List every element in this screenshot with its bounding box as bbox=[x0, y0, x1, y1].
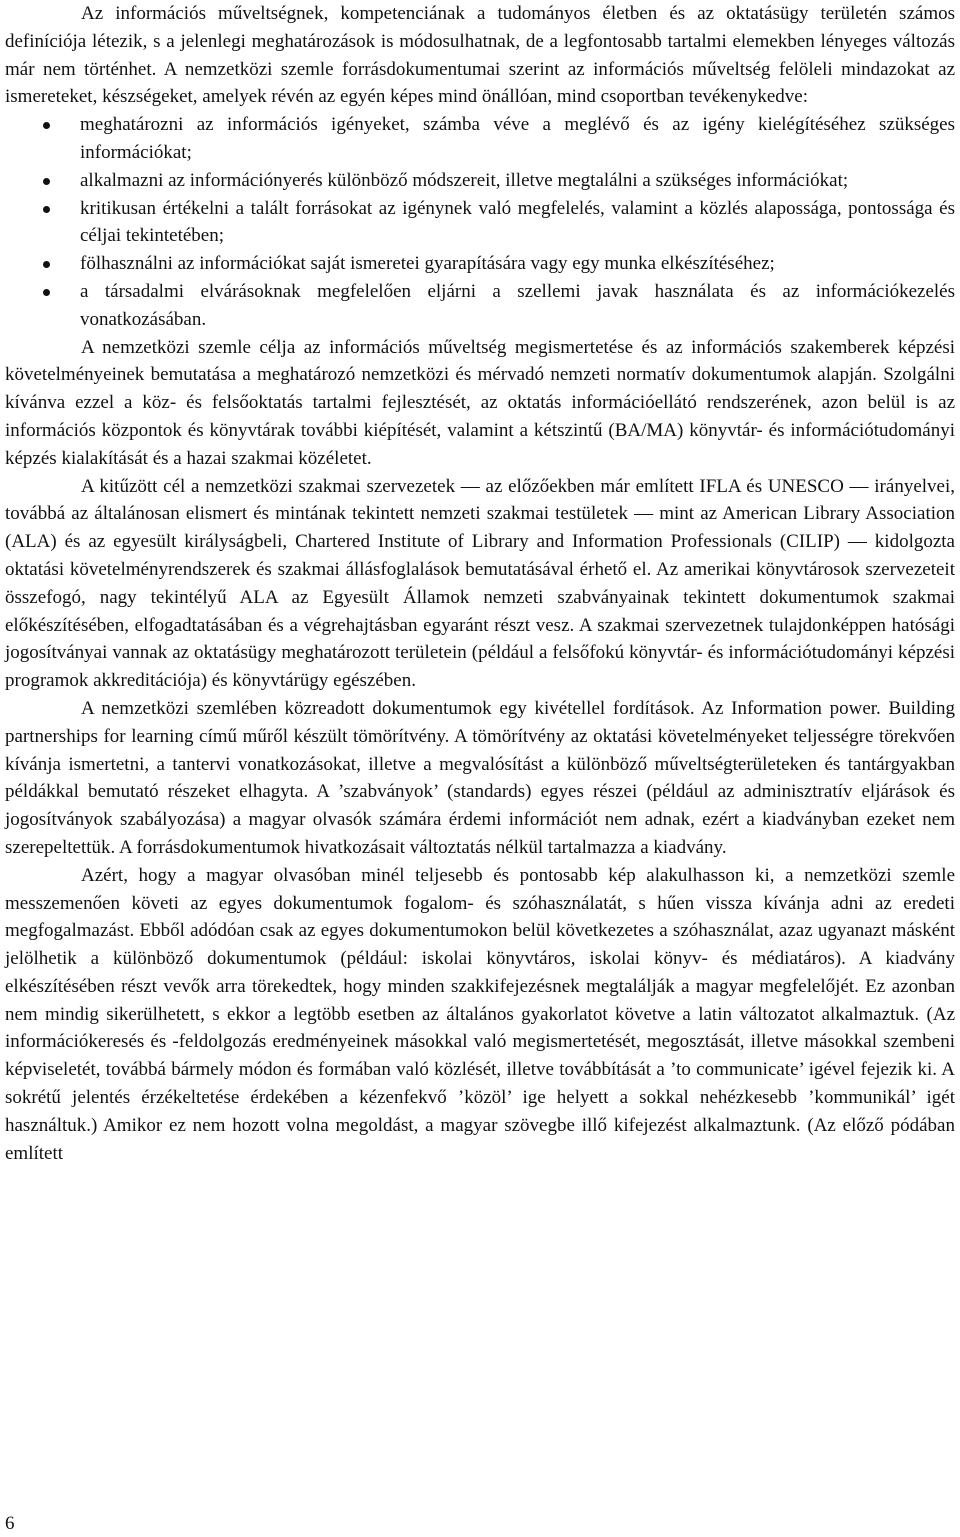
list-item bbox=[5, 250, 955, 278]
bullet-icon bbox=[43, 206, 50, 213]
list-item bbox=[5, 195, 955, 251]
page-number: 6 bbox=[5, 1513, 15, 1534]
list-item-text: kritikusan értékelni a talált forrásokat az igénynek való megfelelés, valamint a közlés alapossága, pontossága és céljai tekintetében; bbox=[80, 197, 955, 247]
list-item-text: alkalmazni az információnyerés különböző módszereit, illetve megtalálni a szükséges információkat; bbox=[80, 169, 849, 191]
skills-list bbox=[5, 111, 955, 333]
list-item-text: fölhasználni az információkat saját ismeretei gyarapítására vagy egy munka elkészítéséhez; bbox=[80, 253, 775, 275]
document-page bbox=[5, 0, 955, 1167]
bullet-icon bbox=[43, 289, 50, 296]
list-item-text: a társadalmi elvárásoknak megfelelően eljárni a szellemi javak használata és az információkezelés vonatkozásában. bbox=[80, 280, 955, 330]
paragraph-organizations: A kitűzött cél a nemzetközi szakmai szervezetek ― az előzőekben már említett IFLA és UNESCO ― irányelvei, továbbá az általánosan elismert és mintának tekintett nemzeti szakmai testületek ― mint az American Library Association (ALA) és az egyesült királyságbeli, Chartered Institute of Library and Information Professionals (CILIP) ― kidolgozta oktatási követelményrendszerek és szakmai állásfoglalások bemutatásával érhető el. Az amerikai könyvtárosok szervezeteit összefogó, nagy tekintélyű ALA az Egyesült Államok nemzeti szabványainak tekintett dokumentumok szakmai előkészítésében, elfogadtatásában és a végrehajtásban egyaránt részt vesz. A szakmai szervezetnek tulajdonképpen hatósági jogosítványai vannak az oktatásügy meghatározott területein (például a felsőfokú könyvtár- és információtudományi képzési programok akkreditációja) és könyvtárügy egészében. bbox=[5, 475, 955, 692]
list-item bbox=[5, 167, 955, 195]
paragraph-review-goal: A nemzetközi szemle célja az információs műveltség megismertetése és az információs szakemberek képzési követelményeinek bemutatása a meghatározó nemzetközi és mérvadó nemzeti normatív dokumentumok alapján. Szolgálni kívánva ezzel a köz- és felsőoktatás tartalmi fejlesztését, az oktatás információellátó rendszerének, azon belül is az információs központok és könyvtárak további kiépítését, valamint a kétszintű (BA/MA) könyvtár- és információtudományi képzés kialakítását és a hazai szakmai közéletet. bbox=[5, 336, 955, 469]
list-item-text: meghatározni az információs igényeket, számba véve a meglévő és az igény kielégítéséhez szükséges információkat; bbox=[80, 114, 955, 163]
paragraph-translations: A nemzetközi szemlében közreadott dokumentumok egy kivétellel fordítások. Az Information power. Building partnerships for learning című műről készült tömörítvény. A tömörítvény az oktatási követelményeket teljességre törekvően kívánja ismertetni, a tantervi vonatkozásokat, illetve a megvalósítást a különböző műveltségterületeken és tantárgyakban példákkal bemutató részeket elhagyta. A ’szabványok’ (standards) egyes részei (például az adminisztratív eljárások és jogosítványok szabályozása) a magyar olvasók számára érdemi információt nem adnak, ezért a kiadványban ezeket nem szerepeltettük. A forrásdokumentumok hivatkozásait változtatás nélkül tartalmazza a kiadvány. bbox=[5, 697, 955, 858]
list-item bbox=[5, 111, 955, 167]
bullet-icon bbox=[43, 122, 50, 129]
paragraph-terminology: Azért, hogy a magyar olvasóban minél teljesebb és pontosabb kép alakulhasson ki, a nemzetközi szemle messzemenően követi az egyes dokumentumok fogalom- és szóhasználatát, s hűen vissza kívánja adni az eredeti megfogalmazást. Ebből adódóan csak az egyes dokumentumokon belül következetes a szóhasználat, azaz ugyanazt másként jelölhetik a különböző dokumentumok (például: iskolai könyvtáros, iskolai könyv- és médiatáros). A kiadvány elkészítésében részt vevők arra törekedtek, hogy minden szakkifejezésnek megtalálják a magyar megfelelőjét. Ez azonban nem mindig sikerülhetett, s ekkor a legtöbb esetben az általános gyakorlatot követve a latin változatot alkalmaztuk. (Az információkeresés és -feldolgozás eredményeinek másokkal való megismertetését, megosztását, illetve másokkal szembeni képviseletét, továbbá bármely módon és formában való közlését, illetve továbbítását a ’to communicate’ igével fejezik ki. A sokrétű jelentés érzékeltetése érdekében a kézenfekvő ’közöl’ ige helyett a sokkal nehézkesebb ’kommunikál’ igét használtuk.) Amikor ez nem hozott volna megoldást, a magyar szövegbe illő kifejezést alkalmaztunk. (Az előző pódában említett bbox=[5, 864, 955, 1164]
paragraph-intro: Az információs műveltségnek, kompetenciának a tudományos életben és az oktatásügy területén számos definíciója létezik, s a jelenlegi meghatározások is módosulhatnak, de a legfontosabb tartalmi elemekben lényeges változás már nem történhet. A nemzetközi szemle forrásdokumentumai szerint az információs műveltség felöleli mindazokat az ismereteket, készségeket, amelyek révén az egyén képes mind önállóan, mind csoportban tevékenykedve: bbox=[5, 3, 955, 108]
bullet-icon bbox=[43, 261, 50, 268]
bullet-icon bbox=[43, 178, 50, 185]
list-item bbox=[5, 278, 955, 334]
